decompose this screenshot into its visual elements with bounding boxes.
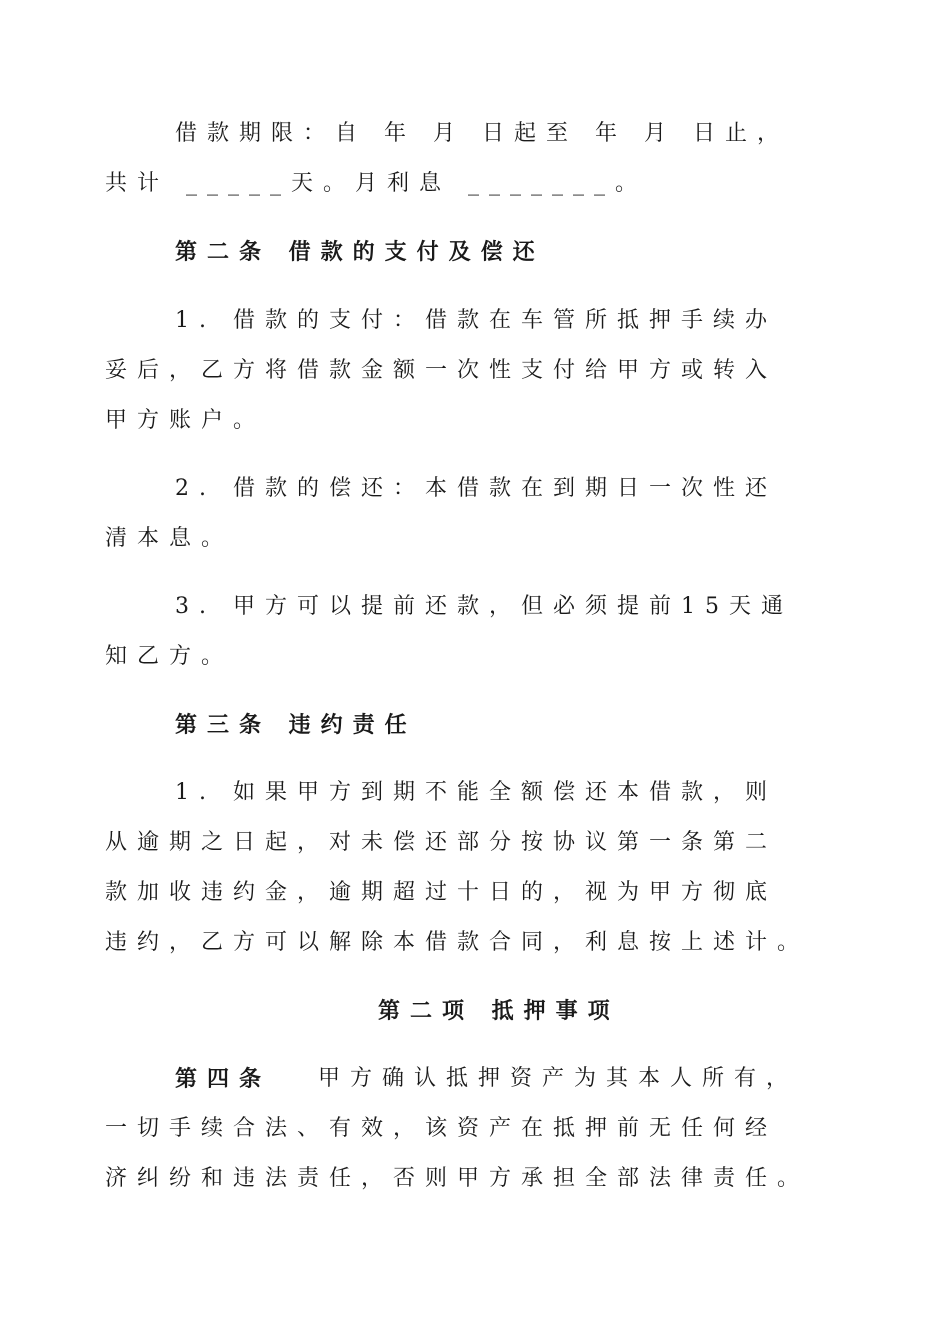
article-4-line-1: 甲方确认抵押资产为其本人所有， bbox=[318, 1066, 799, 1091]
article-4-line-2: 一切手续合法、有效，该资产在抵押前无任何经 bbox=[105, 1116, 778, 1141]
early-repayment-line-2: 知乙方。 bbox=[105, 644, 234, 669]
article-2-heading: 第二条 借款的支付及偿还 bbox=[175, 239, 545, 265]
repayment-clause-line-2: 清本息。 bbox=[105, 526, 234, 551]
payment-clause-line-1: 1. 借款的支付：借款在车管所抵押手续办 bbox=[175, 308, 777, 333]
payment-clause-line-3: 甲方账户。 bbox=[105, 408, 266, 433]
article-4-label: 第四条 bbox=[175, 1066, 272, 1092]
repayment-clause-line-1: 2. 借款的偿还：本借款在到期日一次性还 bbox=[175, 476, 777, 501]
breach-clause-line-3: 款加收违约金，逾期超过十日的，视为甲方彻底 bbox=[105, 880, 778, 905]
article-4-line-3: 济纠纷和违法责任，否则甲方承担全部法律责任。 bbox=[105, 1166, 810, 1191]
early-repayment-line-1: 3. 甲方可以提前还款，但必须提前15天通 bbox=[175, 594, 793, 619]
breach-clause-line-2: 从逾期之日起，对未偿还部分按协议第一条第二 bbox=[105, 830, 778, 855]
loan-term-line: 借款期限：自 年 月 日起至 年 月 日止， bbox=[175, 121, 789, 146]
loan-days-interest-line: 共计 _____天。月利息 _______。 bbox=[105, 171, 647, 196]
article-3-heading: 第三条 违约责任 bbox=[175, 712, 417, 738]
section-2-heading: 第二项 抵押事项 bbox=[378, 998, 620, 1024]
breach-clause-line-1: 1. 如果甲方到期不能全额偿还本借款，则 bbox=[175, 780, 777, 805]
payment-clause-line-2: 妥后，乙方将借款金额一次性支付给甲方或转入 bbox=[105, 358, 778, 383]
breach-clause-line-4: 违约，乙方可以解除本借款合同，利息按上述计。 bbox=[105, 930, 810, 955]
